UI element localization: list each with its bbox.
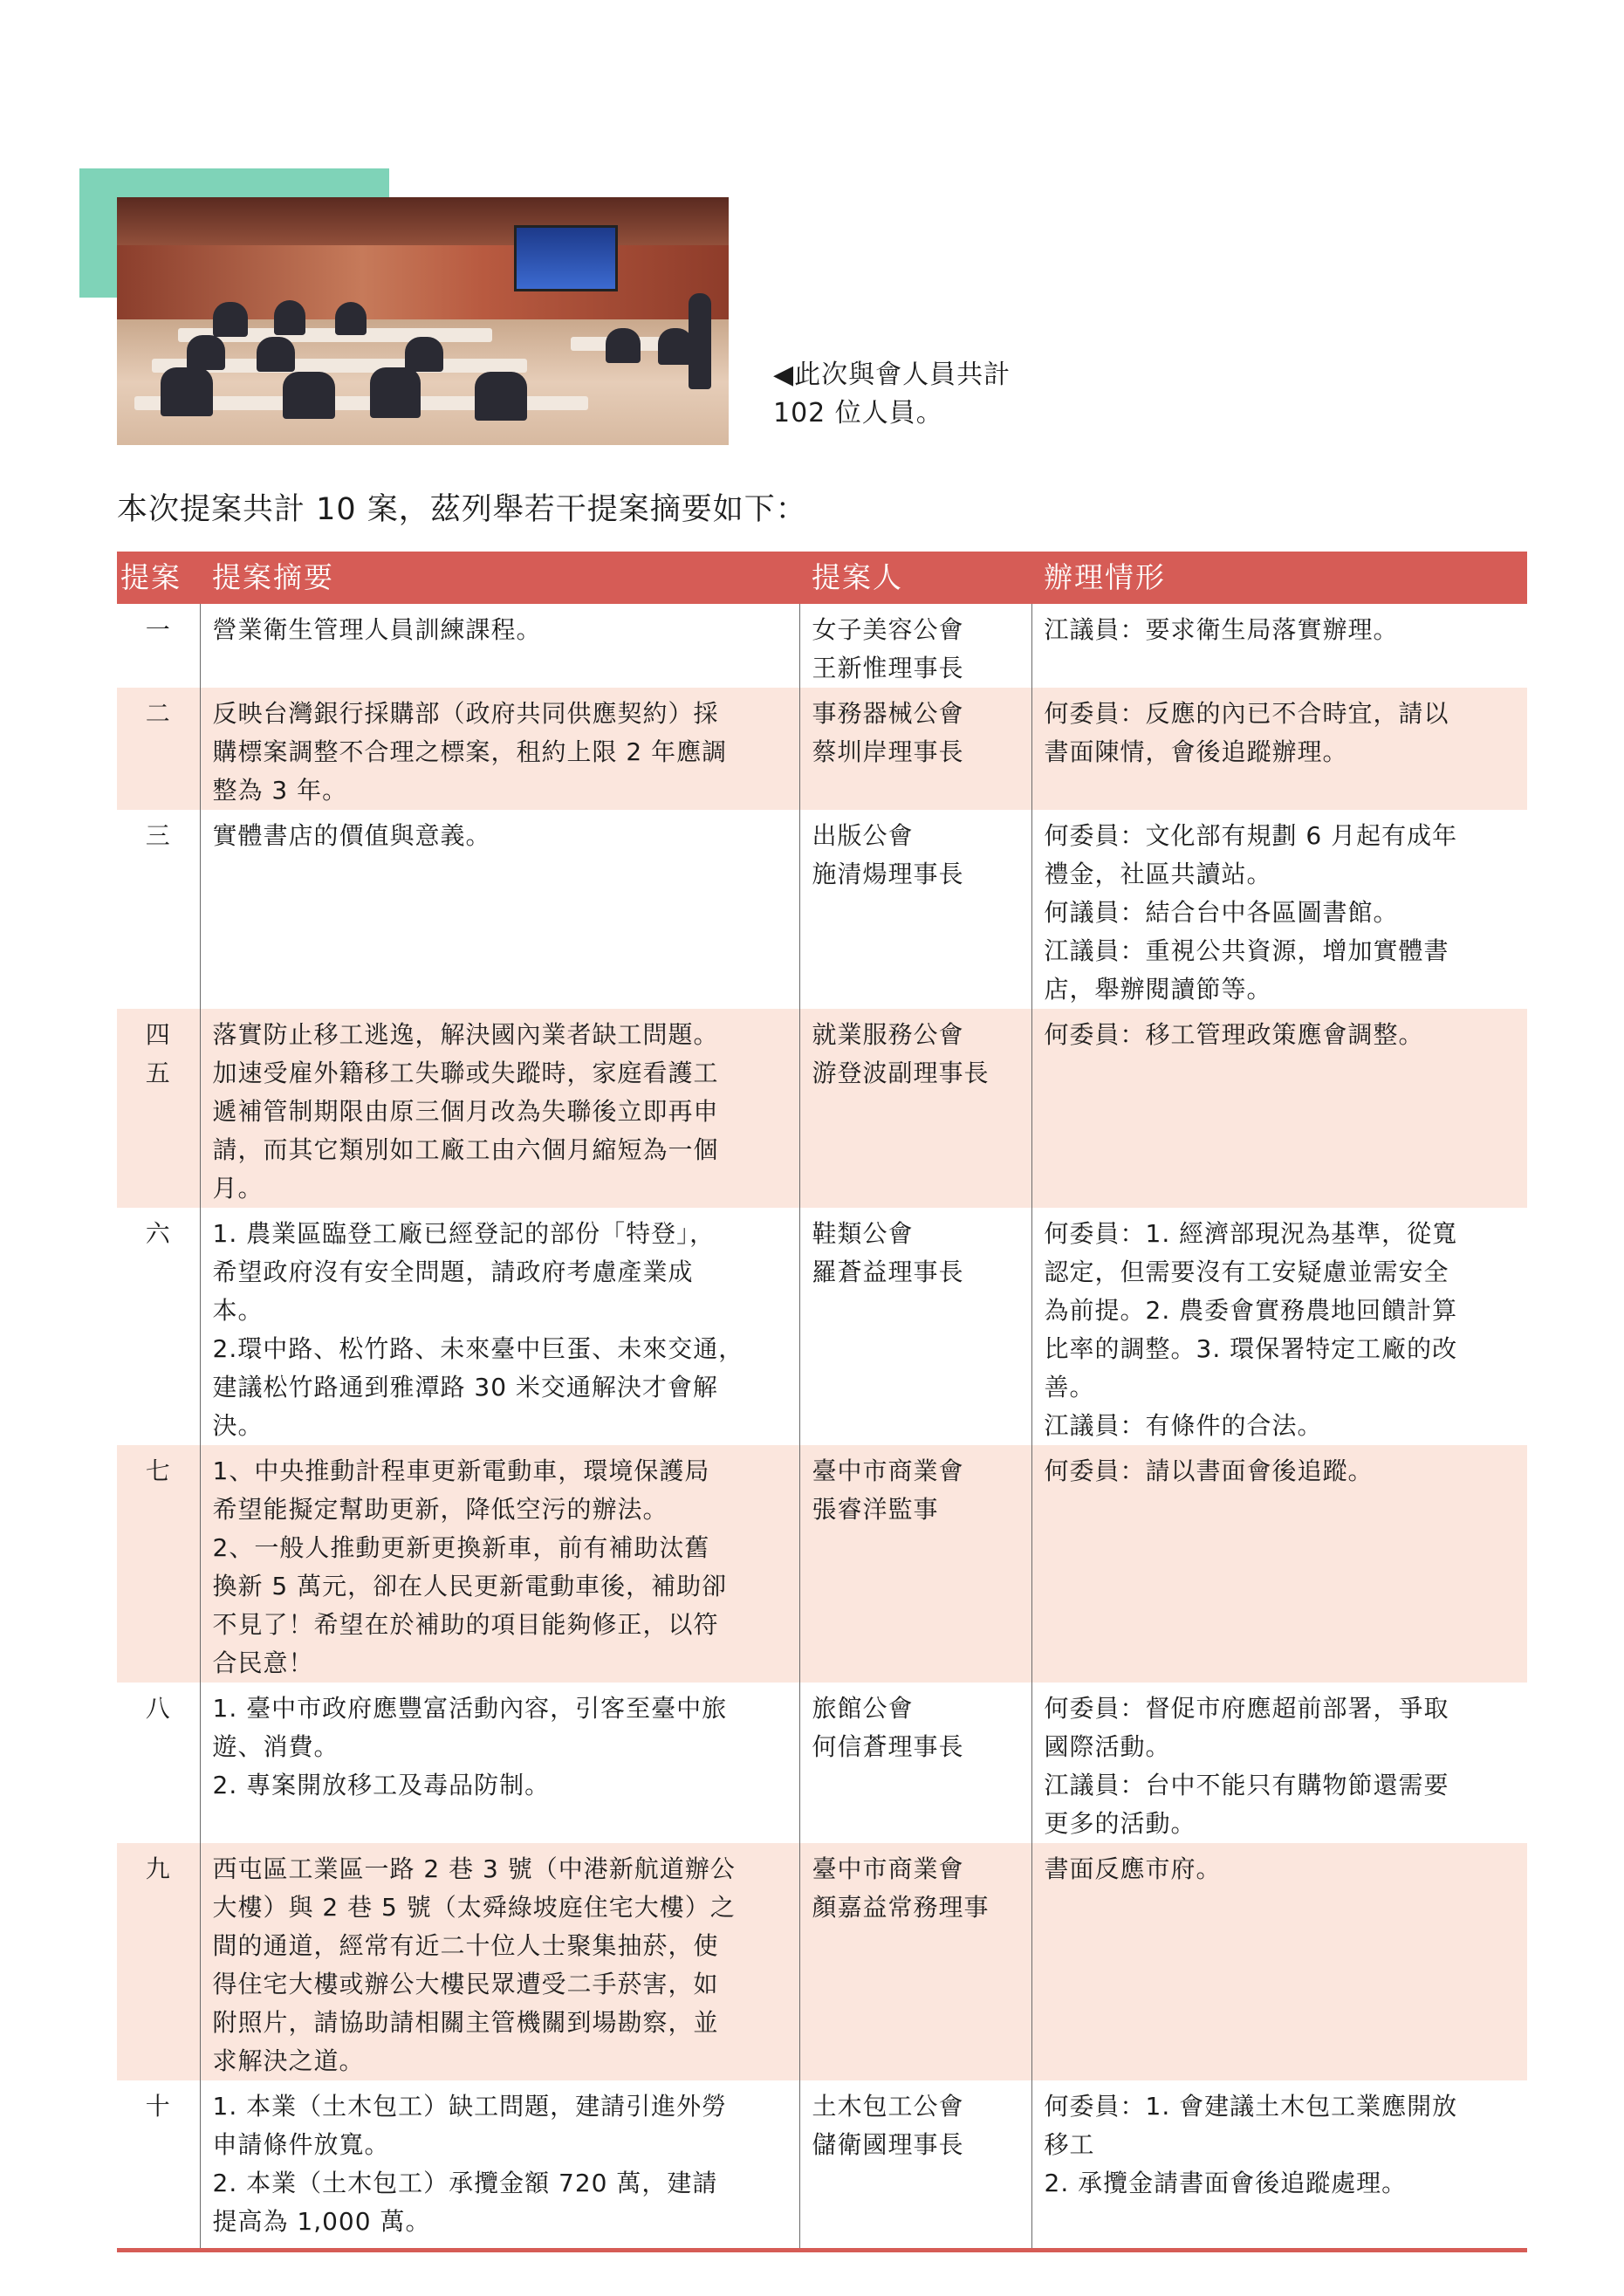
proposer-line: 張睿洋監事 <box>812 1495 939 1524</box>
header-status: 辦理情形 <box>1031 552 1527 604</box>
photo-attendee <box>405 337 443 372</box>
table-row <box>117 1843 1527 2080</box>
summary-line: 遞補管制期限由原三個月改為失聯後立即再申 <box>212 1097 719 1126</box>
proposer-line: 旅館公會 <box>812 1694 914 1723</box>
proposal-no-cell <box>117 604 200 688</box>
proposal-no-cell <box>117 1683 200 1843</box>
photo-wall <box>117 245 729 319</box>
proposer-cell <box>799 810 1031 1009</box>
summary-line: 決。 <box>212 1411 264 1440</box>
proposer-cell <box>799 1843 1031 2080</box>
status-line: 江議員：要求衛生局落實辦理。 <box>1044 615 1399 644</box>
proposer-line: 女子美容公會 <box>812 615 964 644</box>
summary-line: 間的通道，經常有近二十位人士聚集抽菸，使 <box>212 1931 719 1960</box>
proposer-cell <box>799 1683 1031 1843</box>
photo-attendee <box>370 367 421 418</box>
status-line: 何議員：結合台中各區圖書館。 <box>1044 898 1399 927</box>
proposer-cell <box>799 1208 1031 1445</box>
status-line: 更多的活動。 <box>1044 1809 1196 1838</box>
summary-line: 不見了！希望在於補助的項目能夠修正，以符 <box>212 1610 719 1639</box>
summary-line: 2. 本業（土木包工）承攬金額 720 萬，建請 <box>212 2169 718 2197</box>
status-cell <box>1031 810 1527 1009</box>
status-cell <box>1031 1208 1527 1445</box>
status-cell <box>1031 688 1527 810</box>
proposer-cell <box>799 2080 1031 2251</box>
summary-line: 落實防止移工逃逸，解決國內業者缺工問題。 <box>212 1020 719 1049</box>
summary-cell <box>200 1683 799 1843</box>
status-line: 認定，但需要沒有工安疑慮並需安全 <box>1044 1258 1449 1286</box>
status-line: 國際活動。 <box>1044 1732 1171 1761</box>
summary-line: 本。 <box>212 1296 264 1325</box>
status-line: 店，舉辦閱讀節等。 <box>1044 975 1272 1004</box>
status-line: 江議員：重視公共資源，增加實體書 <box>1044 936 1449 965</box>
status-line: 書面反應市府。 <box>1044 1854 1222 1883</box>
status-line: 何委員：文化部有規劃 6 月起有成年 <box>1044 821 1458 850</box>
proposal-no-line: 五 <box>145 1059 171 1087</box>
status-cell <box>1031 2080 1527 2251</box>
summary-line: 希望能擬定幫助更新，降低空污的辦法。 <box>212 1495 668 1524</box>
summary-line: 西屯區工業區一路 2 巷 3 號（中港新航道辦公 <box>212 1854 736 1883</box>
summary-line: 換新 5 萬元，卻在人民更新電動車後，補助卻 <box>212 1572 728 1600</box>
photo-attendee <box>274 300 305 335</box>
proposals-table <box>117 552 1527 2252</box>
summary-line: 求解決之道。 <box>212 2046 365 2075</box>
summary-line: 1、中央推動計程車更新電動車，環境保護局 <box>212 1456 710 1485</box>
proposer-line: 事務器械公會 <box>812 699 964 728</box>
status-line: 何委員：1. 會建議土木包工業應開放 <box>1044 2092 1458 2121</box>
photo-attendee <box>658 328 693 365</box>
status-line: 何委員：請以書面會後追蹤。 <box>1044 1456 1374 1485</box>
summary-line: 得住宅大樓或辦公大樓民眾遭受二手菸害，如 <box>212 1970 719 1998</box>
proposal-no-cell <box>117 2080 200 2251</box>
summary-line: 1. 本業（土木包工）缺工問題，建請引進外勞 <box>212 2092 728 2121</box>
proposal-no-line: 一 <box>145 615 171 644</box>
table-row <box>117 1208 1527 1445</box>
status-line: 何委員：反應的內已不合時宜，請以 <box>1044 699 1449 728</box>
header-proposer: 提案人 <box>799 552 1031 604</box>
summary-line: 實體書店的價值與意義。 <box>212 821 491 850</box>
summary-line: 請，而其它類別如工廠工由六個月縮短為一個 <box>212 1135 719 1164</box>
status-line: 比率的調整。3. 環保署特定工廠的改 <box>1044 1334 1458 1363</box>
proposer-line: 王新惟理事長 <box>812 654 964 682</box>
proposer-line: 出版公會 <box>812 821 914 850</box>
proposal-no-cell <box>117 1843 200 2080</box>
summary-cell <box>200 1009 799 1208</box>
summary-cell <box>200 604 799 688</box>
summary-cell <box>200 1445 799 1683</box>
proposer-line: 臺中市商業會 <box>812 1854 964 1883</box>
summary-line: 2、一般人推動更新更換新車，前有補助汰舊 <box>212 1533 710 1562</box>
summary-line: 申請條件放寬。 <box>212 2130 390 2159</box>
proposer-line: 游登波副理事長 <box>812 1059 990 1087</box>
proposer-cell <box>799 604 1031 688</box>
status-cell <box>1031 1009 1527 1208</box>
summary-line: 附照片，請協助請相關主管機關到場勘察，並 <box>212 2008 719 2037</box>
table-row <box>117 1009 1527 1208</box>
status-line: 書面陳情，會後追蹤辦理。 <box>1044 737 1348 766</box>
proposal-no-line: 二 <box>145 699 171 728</box>
photo-attendee <box>335 302 367 335</box>
proposal-no-cell <box>117 1208 200 1445</box>
summary-line: 1. 臺中市政府應豐富活動內容，引客至臺中旅 <box>212 1694 728 1723</box>
summary-line: 提高為 1,000 萬。 <box>212 2207 431 2236</box>
summary-line: 1. 農業區臨登工廠已經登記的部份「特登」， <box>212 1219 716 1248</box>
proposal-no-line: 七 <box>145 1456 171 1485</box>
photo-attendee <box>213 302 248 337</box>
summary-cell <box>200 1843 799 2080</box>
proposer-line: 就業服務公會 <box>812 1020 964 1049</box>
status-cell <box>1031 604 1527 688</box>
proposer-line: 儲衛國理事長 <box>812 2130 964 2159</box>
status-line: 善。 <box>1044 1373 1095 1402</box>
status-line: 江議員：台中不能只有購物節還需要 <box>1044 1771 1449 1799</box>
photo-attendee <box>187 335 225 370</box>
summary-line: 整為 3 年。 <box>212 776 348 805</box>
proposer-line: 顏嘉益常務理事 <box>812 1893 990 1922</box>
status-line: 為前提。2. 農委會實務農地回饋計算 <box>1044 1296 1458 1325</box>
proposer-cell <box>799 1009 1031 1208</box>
status-line: 江議員：有條件的合法。 <box>1044 1411 1323 1440</box>
photo-attendee <box>475 372 527 421</box>
caption-line-2: 102 位人員。 <box>773 398 943 428</box>
intro-text: 本次提案共計 10 案，茲列舉若干提案摘要如下： <box>117 492 807 527</box>
header-proposal-no: 提案 <box>117 552 200 604</box>
proposal-no-line: 八 <box>145 1694 171 1723</box>
photo-attendee <box>606 328 641 363</box>
table-row <box>117 1445 1527 1683</box>
proposer-line: 羅蒼益理事長 <box>812 1258 964 1286</box>
status-cell <box>1031 1445 1527 1683</box>
summary-line: 2. 專案開放移工及毒品防制。 <box>212 1771 551 1799</box>
table-row <box>117 2080 1527 2251</box>
proposer-line: 何信蒼理事長 <box>812 1732 964 1761</box>
proposal-no-line: 九 <box>145 1854 171 1883</box>
status-line: 移工 <box>1044 2130 1095 2159</box>
proposer-cell <box>799 688 1031 810</box>
summary-line: 希望政府沒有安全問題，請政府考慮產業成 <box>212 1258 694 1286</box>
header-summary: 提案摘要 <box>200 552 799 604</box>
summary-line: 反映台灣銀行採購部（政府共同供應契約）採 <box>212 699 719 728</box>
status-cell <box>1031 1683 1527 1843</box>
summary-line: 合民意！ <box>212 1648 314 1677</box>
proposer-line: 施清煬理事長 <box>812 860 964 888</box>
summary-cell <box>200 810 799 1009</box>
summary-line: 加速受雇外籍移工失聯或失蹤時，家庭看護工 <box>212 1059 719 1087</box>
table-row <box>117 604 1527 688</box>
photo-attendee <box>283 372 335 419</box>
summary-cell <box>200 1208 799 1445</box>
status-line: 何委員：1. 經濟部現況為基準，從寬 <box>1044 1219 1458 1248</box>
table-header-row <box>117 552 1527 604</box>
proposal-no-line: 十 <box>145 2092 171 2121</box>
status-line: 何委員：督促市府應超前部署，爭取 <box>1044 1694 1449 1723</box>
proposer-cell <box>799 1445 1031 1683</box>
table-row <box>117 810 1527 1009</box>
table-row <box>117 688 1527 810</box>
photo-projection-screen <box>514 225 618 291</box>
summary-line: 營業衛生管理人員訓練課程。 <box>212 615 542 644</box>
table-row <box>117 1683 1527 1843</box>
proposal-no-line: 四 <box>145 1020 171 1049</box>
proposal-no-cell <box>117 1445 200 1683</box>
photo-attendee <box>257 337 295 372</box>
photo-attendee <box>689 293 711 389</box>
proposer-line: 鞋類公會 <box>812 1219 914 1248</box>
photo-caption <box>773 356 1011 433</box>
caption-line-1: ◀此次與會人員共計 <box>773 360 1011 390</box>
status-line: 何委員：移工管理政策應會調整。 <box>1044 1020 1424 1049</box>
summary-line: 2.環中路、松竹路、未來臺中巨蛋、未來交通， <box>212 1334 744 1363</box>
summary-line: 建議松竹路通到雅潭路 30 米交通解決才會解 <box>212 1373 718 1402</box>
summary-line: 購標案調整不合理之標案，租約上限 2 年應調 <box>212 737 728 766</box>
summary-line: 大樓）與 2 巷 5 號（太舜綠坡庭住宅大樓）之 <box>212 1893 736 1922</box>
status-cell <box>1031 1843 1527 2080</box>
proposer-line: 臺中市商業會 <box>812 1456 964 1485</box>
proposal-no-line: 六 <box>145 1219 171 1248</box>
meeting-photo <box>117 197 729 445</box>
status-line: 禮金，社區共讀站。 <box>1044 860 1272 888</box>
proposal-no-cell <box>117 1009 200 1208</box>
summary-line: 遊、消費。 <box>212 1732 339 1761</box>
summary-line: 月。 <box>212 1174 264 1203</box>
summary-cell <box>200 2080 799 2251</box>
proposer-line: 蔡圳岸理事長 <box>812 737 964 766</box>
summary-cell <box>200 688 799 810</box>
proposer-line: 土木包工公會 <box>812 2092 964 2121</box>
photo-attendee <box>161 367 213 416</box>
status-line: 2. 承攬金請書面會後追蹤處理。 <box>1044 2169 1408 2197</box>
proposal-no-cell <box>117 810 200 1009</box>
proposal-no-cell <box>117 688 200 810</box>
table-body <box>117 604 1527 2251</box>
proposal-no-line: 三 <box>145 821 171 850</box>
